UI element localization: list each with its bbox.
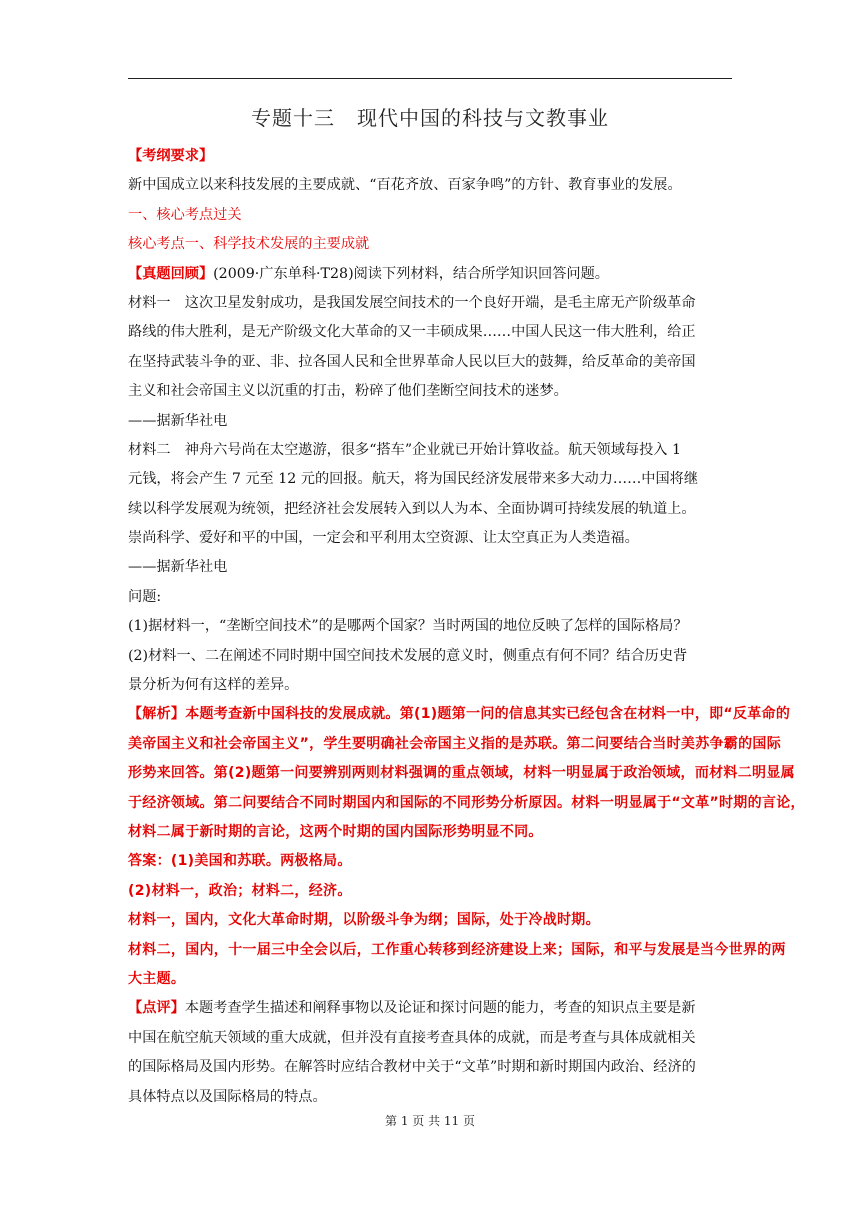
dianping-line [128,998,734,1018]
dianping-line: 中国在航空航天领域的重大成就，但并没有直接考查具体的成就，而是考查与具体成就相关 [128,1029,696,1046]
answer-line: 材料一，国内，文化大革命时期，以阶级斗争为纲；国际，处于冷战时期。 [128,912,600,929]
zhenti-text: (2009·广东单科·T28)阅读下列材料，结合所学知识回答问题。 [213,265,609,282]
jiexi-line: 形势来回答。第(2)题第一问要辨别两则材料强调的重点领域，材料一明显属于政治领域，而材料二明显属 [128,765,795,782]
material-2-source: ——据新华社电 [128,559,228,576]
title-part-2: 现代中国的科技与文教事业 [357,106,609,130]
material-1-line: 材料一 这次卫星发射成功，是我国发展空间技术的一个良好开端，是毛主席无产阶级革命 [128,294,696,311]
answer-line: (2)材料一，政治；材料二，经济。 [128,882,352,899]
material-2-line: 元钱，将会产生 7 元至 12 元的回报。航天，将为国民经济发展带来多大动力……中国将继 [128,471,699,488]
question-2-line: 景分析为何有这样的差异。 [128,677,299,694]
jiexi-line: 【解析】本题考查新中国科技的发展成就。第(1)题第一问的信息其实已经包含在材料一中，即“反革命的 [128,706,791,723]
header-rule [128,78,732,79]
kgyq-heading: 【考纲要求】 [128,148,214,164]
dianping-line: 具体特点以及国际格局的特点。 [128,1088,327,1105]
dianping-line: 的国际格局及国内形势。在解答时应结合教材中关于“文革”时期和新时期国内政治、经济的 [128,1059,696,1076]
kaodian-1-heading: 核心考点一、科学技术发展的主要成就 [128,236,370,253]
section-1-heading: 一、核心考点过关 [128,206,242,223]
material-2-line: 崇尚科学、爱好和平的中国，一定会和平利用太空资源、让太空真正为人类造福。 [128,530,639,547]
page-footer: 第 1 页 共 11 页 [385,1114,475,1128]
question-2-line: (2)材料一、二在阐述不同时期中国空间技术发展的意义时，侧重点有何不同？结合历史背 [128,647,688,664]
zhenti-line [128,264,734,284]
kgyq-text: 新中国成立以来科技发展的主要成就、“百花齐放、百家争鸣”的方针、教育事业的发展。 [128,177,682,194]
page-title [0,102,860,131]
jiexi-block [128,704,805,989]
content [128,146,805,1116]
material-1-line: 在坚持武装斗争的亚、非、拉各国人民和全世界革命人民以巨大的鼓舞，给反革命的美帝国 [128,353,696,370]
question-1: (1)据材料一，“垄断空间技术”的是哪两个国家？当时两国的地位反映了怎样的国际格局？ [128,618,688,635]
answer-line: 材料二，国内，十一届三中全会以后，工作重心转移到经济建设上来；国际，和平与发展是当今世界的两 [128,941,786,958]
material-2-line: 材料二 神舟六号尚在太空遨游，很多“搭车”企业就已开始计算收益。航天领域每投入 1 [128,441,681,458]
dianping-label: 【点评】 [128,1000,185,1017]
title-part-1: 专题十三 [251,106,335,130]
material-1-line: 路线的伟大胜利，是无产阶级文化大革命的又一丰硕成果……中国人民这一伟大胜利，给正 [128,324,696,341]
zhenti-label: 【真题回顾】 [128,265,214,282]
jiexi-line: 美帝国主义和社会帝国主义”，学生要明确社会帝国主义指的是苏联。第二问要结合当时美苏争霸的国际 [128,735,781,752]
dianping-text: 本题考查学生描述和阐释事物以及论证和探讨问题的能力，考查的知识点主要是新 [184,1000,696,1017]
material-1-line: 主义和社会帝国主义以沉重的打击，粉碎了他们垄断空间技术的迷梦。 [128,383,568,400]
answer-line: 大主题。 [128,970,186,987]
material-2-line: 续以科学发展观为统领，把经济社会发展转入到以人为本、全面协调可持续发展的轨道上。 [128,500,696,517]
jiexi-line: 材料二属于新时期的言论，这两个时期的国内国际形势明显不同。 [128,823,543,840]
answer-line: 答案：(1)美国和苏联。两极格局。 [128,853,352,870]
jiexi-line: 于经济领域。第二问要结合不同时期国内和国际的不同形势分析原因。材料一明显属于“文革”时期的言论， [128,794,805,811]
material-1-source: ——据新华社电 [128,412,228,429]
questions-label: 问题: [128,588,162,605]
